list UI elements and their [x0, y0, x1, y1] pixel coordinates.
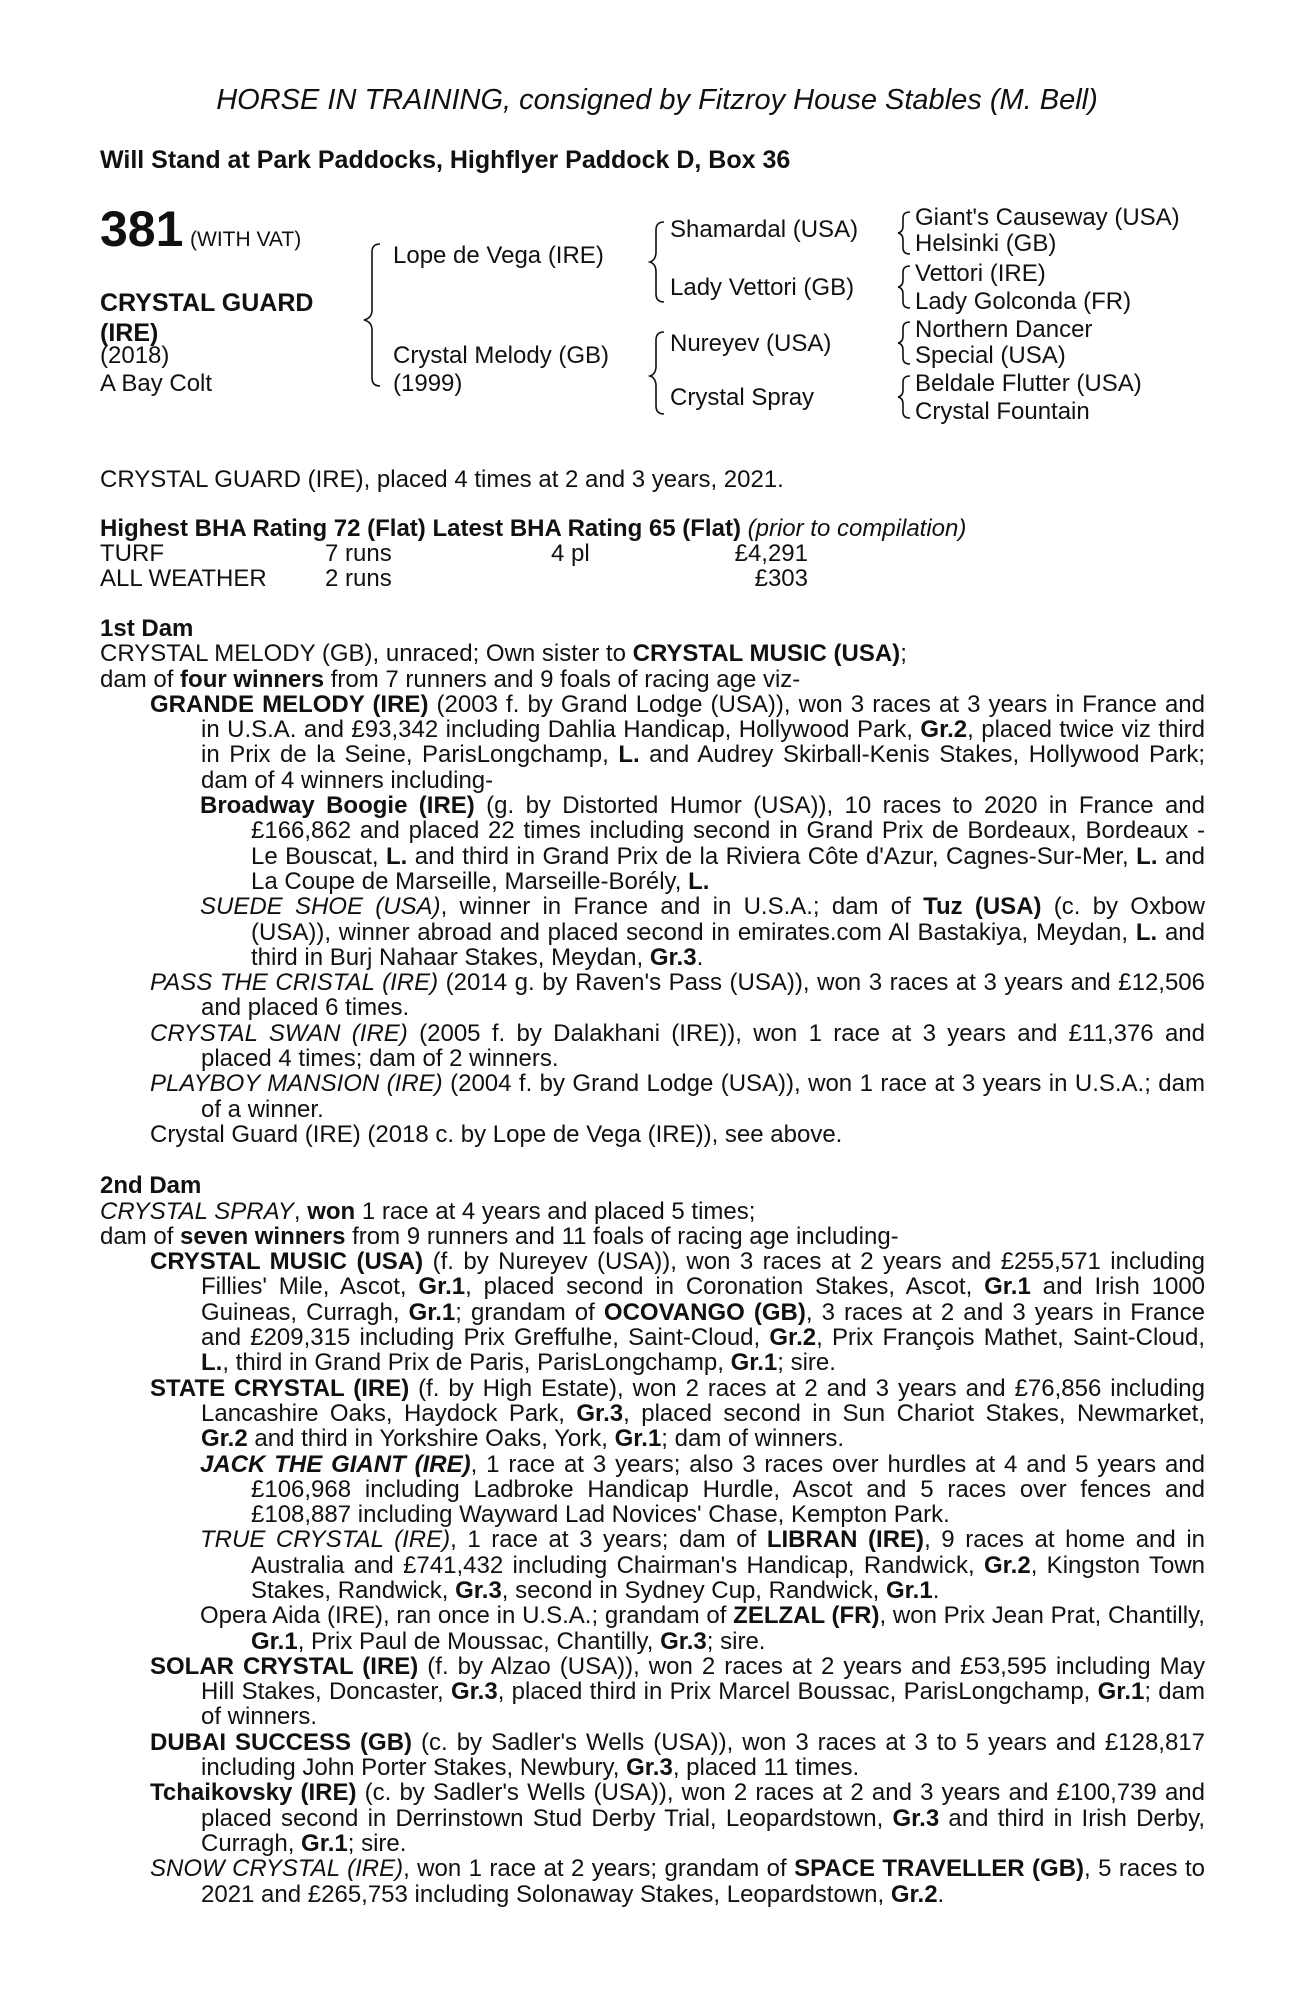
- entry-opera-aida: Opera Aida (IRE), ran once in U.S.A.; grandam of ZELZAL (FR), won Prix Jean Prat, Chantilly, Gr.1, Prix Paul de Moussac, Chantilly, Gr.3; sire.: [200, 1602, 1205, 1655]
- horse-description: A Bay Colt: [100, 370, 213, 397]
- pedigree-dam-dam: Crystal Spray: [670, 384, 815, 411]
- entry-crystal-music: CRYSTAL MUSIC (USA) (f. by Nureyev (USA)), won 3 races at 2 years and £255,571 including Fillies' Mile, Ascot, Gr.1, placed second in Coronation Stakes, Ascot, Gr.1 and Irish 1000 Guineas, Curragh, Gr.1; grandam of OCOVANGO (GB), 3 races at 2 and 3 years in France and £209,315 including Prix Greffulhe, Saint-Cloud, Gr.2, Prix François Mathet, Saint-Cloud, L., third in Grand Prix de Paris, ParisLongchamp, Gr.1; sire.: [150, 1248, 1206, 1377]
- brace-gen3-c: [898, 322, 910, 364]
- catalogue-header: HORSE IN TRAINING, consigned by Fitzroy House Stables (M. Bell): [216, 84, 1098, 116]
- turf-runs: 7 runs: [325, 540, 392, 567]
- entry-crystal-guard: Crystal Guard (IRE) (2018 c. by Lope de Vega (IRE)), see above.: [150, 1120, 843, 1148]
- pedigree-gen3-4: Lady Golconda (FR): [915, 288, 1132, 315]
- turf-label: TURF: [100, 540, 164, 567]
- stand-location: Will Stand at Park Paddocks, Highflyer Paddock D, Box 36: [100, 146, 791, 174]
- entry-grande-melody: GRANDE MELODY (IRE) (2003 f. by Grand Lodge (USA)), won 3 races at 3 years in France and in U.S.A. and £93,342 including Dahlia Handicap, Hollywood Park, Gr.2, placed twice viz third in Prix de la Seine, ParisLongchamp, L. and Audrey Skirball-Kenis Stakes, Hollywood Park; dam of 4 winners including-: [150, 690, 1205, 794]
- entry-suede-shoe: SUEDE SHOE (USA), winner in France and in U.S.A.; dam of Tuz (USA) (c. by Oxbow (USA)), winner abroad and placed second in emirates.com Al Bastakiya, Meydan, L. and third in Burj Nahaar Stakes, Meydan, Gr.3.: [200, 893, 1205, 971]
- second-dam-intro-2: dam of seven winners from 9 runners and 11 foals of racing age including-: [100, 1222, 899, 1250]
- first-dam-intro-2: dam of four winners from 7 runners and 9 foals of racing age viz-: [100, 665, 801, 693]
- pedigree-gen3-2: Helsinki (GB): [915, 230, 1057, 257]
- aw-placed: [551, 566, 688, 591]
- brace-gen2-sire: [650, 222, 664, 302]
- second-dam-heading: 2nd Dam: [100, 1172, 202, 1200]
- turf-row: [100, 541, 966, 566]
- ratings-block: [100, 516, 966, 591]
- bha-rating: Highest BHA Rating 72 (Flat) Latest BHA Rating 65 (Flat): [100, 515, 741, 542]
- aw-label: ALL WEATHER: [100, 565, 267, 592]
- dam-sections: [100, 592, 1205, 1907]
- entry-tchaikovsky: Tchaikovsky (IRE) (c. by Sadler's Wells (USA)), won 2 races at 2 and 3 years and £100,739 and placed second in Derrinstown Stud Derby Trial, Leopardstown, Gr.3 and third in Irish Derby, Curragh, Gr.1; sire.: [150, 1779, 1205, 1857]
- brace-gen3-b: [898, 266, 910, 308]
- entry-state-crystal: STATE CRYSTAL (IRE) (f. by High Estate), won 2 races at 2 and 3 years and £76,856 including Lancashire Oaks, Haydock Park, Gr.3, placed second in Sun Chariot Stakes, Newmarket, Gr.2 and third in Yorkshire Oaks, York, Gr.1; dam of winners.: [150, 1374, 1206, 1453]
- pedigree-sire-dam: Lady Vettori (GB): [670, 274, 855, 301]
- entry-pass-the-cristal: PASS THE CRISTAL (IRE) (2014 g. by Raven's Pass (USA)), won 3 races at 3 years and £12,506 and placed 6 times.: [150, 969, 1206, 1022]
- turf-prize: £4,291: [734, 540, 808, 567]
- pedigree-dam: Crystal Melody (GB): [393, 342, 610, 369]
- entry-solar-crystal: SOLAR CRYSTAL (IRE) (f. by Alzao (USA)), won 2 races at 2 years and £53,595 including May Hill Stakes, Doncaster, Gr.3, placed third in Prix Marcel Boussac, ParisLongchamp, Gr.1; dam of winners.: [150, 1652, 1205, 1731]
- lot-number: 381: [100, 201, 184, 257]
- aw-runs: 2 runs: [325, 565, 392, 592]
- aw-prize: £303: [754, 565, 808, 592]
- second-dam-intro-1: CRYSTAL SPRAY, won 1 race at 4 years and placed 5 times;: [100, 1197, 756, 1225]
- rating-line: [100, 516, 966, 541]
- horse-year: (2018): [100, 342, 170, 369]
- entry-playboy-mansion: PLAYBOY MANSION (IRE) (2004 f. by Grand Lodge (USA)), won 1 race at 3 years in U.S.A.; dam of a winner.: [150, 1070, 1205, 1123]
- pedigree-gen3-5: Northern Dancer: [915, 316, 1093, 343]
- pedigree-gen3-8: Crystal Fountain: [915, 398, 1090, 425]
- pedigree-dam-sire: Nureyev (USA): [670, 330, 832, 357]
- pedigree-sire: Lope de Vega (IRE): [393, 242, 604, 269]
- brace-gen1: [364, 244, 380, 386]
- aw-row: [100, 566, 966, 591]
- pedigree-gen3-6: Special (USA): [915, 342, 1066, 369]
- entry-dubai-success: DUBAI SUCCESS (GB) (c. by Sadler's Wells (USA)), won 3 races at 3 to 5 years and £128,817 including John Porter Stakes, Newbury, Gr.3, placed 11 times.: [150, 1728, 1206, 1782]
- pedigree-sire-sire: Shamardal (USA): [670, 216, 859, 243]
- pedigree-gen3-1: Giant's Causeway (USA): [915, 204, 1180, 231]
- first-dam-heading: 1st Dam: [100, 615, 194, 642]
- entry-crystal-swan: CRYSTAL SWAN (IRE) (2005 f. by Dalakhani (IRE)), won 1 race at 3 years and £11,376 and placed 4 times; dam of 2 winners.: [150, 1019, 1206, 1073]
- brace-gen3-a: [898, 212, 910, 254]
- pedigree-dam-year: (1999): [393, 370, 463, 397]
- entry-broadway-boogie: Broadway Boogie (IRE) (g. by Distorted Humor (USA)), 10 races to 2020 in France and £166,862 and placed 22 times including second in Grand Prix de Bordeaux, Bordeaux - Le Bouscat, L. and third in Grand Prix de la Riviera Côte d'Azur, Cagnes-Sur-Mer, L. and La Coupe de Marseille, Marseille-Borély, L.: [200, 792, 1205, 895]
- entry-snow-crystal: SNOW CRYSTAL (IRE), won 1 race at 2 years; grandam of SPACE TRAVELLER (GB), 5 races to 2021 and £265,753 including Solonaway Stakes, Leopardstown, Gr.2.: [150, 1855, 1205, 1908]
- pedigree-gen3-7: Beldale Flutter (USA): [915, 370, 1142, 397]
- brace-gen3-d: [898, 376, 910, 418]
- horse-name-line2: (IRE): [100, 319, 159, 347]
- first-dam-intro-1: CRYSTAL MELODY (GB), unraced; Own sister to CRYSTAL MUSIC (USA);: [100, 640, 907, 668]
- rating-note: (prior to compilation): [747, 515, 967, 542]
- horse-name-line1: CRYSTAL GUARD: [100, 289, 314, 317]
- turf-placed: 4 pl: [551, 540, 590, 567]
- entry-true-crystal: TRUE CRYSTAL (IRE), 1 race at 3 years; dam of LIBRAN (IRE), 9 races at home and in Australia and £741,432 including Chairman's Handicap, Randwick, Gr.2, Kingston Town Stakes, Randwick, Gr.3, second in Sydney Cup, Randwick, Gr.1.: [200, 1526, 1206, 1604]
- race-summary: CRYSTAL GUARD (IRE), placed 4 times at 2 and 3 years, 2021.: [100, 466, 784, 493]
- entry-jack-the-giant: JACK THE GIANT (IRE), 1 race at 3 years; also 3 races over hurdles at 4 and 5 years and £106,968 including Ladbroke Handicap Hurdle, Ascot and 5 races over fences and £108,887 including Wayward Lad Novices' Chase, Kempton Park.: [200, 1450, 1205, 1529]
- brace-gen2-dam: [650, 332, 664, 414]
- vat-note: (WITH VAT): [190, 228, 302, 251]
- pedigree-gen3-3: Vettori (IRE): [915, 260, 1046, 287]
